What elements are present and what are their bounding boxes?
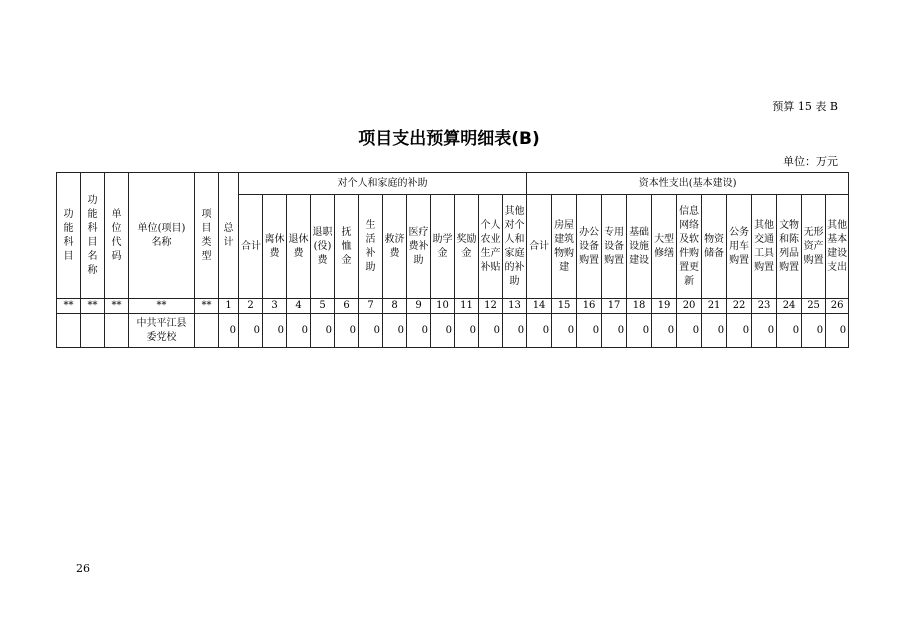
column-number: ** [105, 299, 129, 314]
page-number: 26 [76, 562, 90, 575]
col-capital-9: 其他交通工具购置 [752, 195, 777, 299]
col-personal-5: 生活补助 [359, 195, 383, 299]
column-number: ** [195, 299, 219, 314]
col-func-name: 功能科目名称 [81, 173, 105, 299]
cell-unit-code [105, 314, 129, 348]
cell-unit-name: 中共平江县委党校 [129, 314, 195, 348]
form-number: 预算 15 表 B [772, 100, 838, 113]
column-number: 17 [602, 299, 627, 314]
cell-value: 0 [577, 314, 602, 348]
col-total: 总计 [219, 173, 239, 299]
column-number: 1 [219, 299, 239, 314]
column-number: 24 [777, 299, 802, 314]
table-row [57, 314, 849, 348]
cell-value: 0 [263, 314, 287, 348]
column-number: 6 [335, 299, 359, 314]
col-personal-4: 抚恤金 [335, 195, 359, 299]
col-capital-sum: 合计 [527, 195, 552, 299]
group-header-row [57, 173, 849, 195]
cell-value: 0 [677, 314, 702, 348]
cell-value: 0 [802, 314, 826, 348]
col-personal-2: 退休费 [287, 195, 311, 299]
budget-table [56, 172, 849, 348]
column-number: 10 [431, 299, 455, 314]
column-number: 3 [263, 299, 287, 314]
col-personal-10: 个人农业生产补贴 [479, 195, 503, 299]
column-number: 26 [826, 299, 849, 314]
cell-value: 0 [359, 314, 383, 348]
cell-value: 0 [503, 314, 527, 348]
cell-value: 0 [702, 314, 727, 348]
cell-value: 0 [239, 314, 263, 348]
column-number: 11 [455, 299, 479, 314]
cell-value: 0 [219, 314, 239, 348]
col-capital-11: 无形资产购置 [802, 195, 826, 299]
col-capital-2: 办公设备购置 [577, 195, 602, 299]
column-number: ** [81, 299, 105, 314]
cell-value: 0 [383, 314, 407, 348]
col-capital-3: 专用设备购置 [602, 195, 627, 299]
cell-func-code [57, 314, 81, 348]
cell-value: 0 [627, 314, 652, 348]
col-capital-12: 其他基本建设支出 [826, 195, 849, 299]
unit-label: 单位：万元 [783, 155, 838, 168]
column-number: 20 [677, 299, 702, 314]
column-number: 25 [802, 299, 826, 314]
col-personal-3: 退职(役)费 [311, 195, 335, 299]
col-capital-1: 房屋建筑物购建 [552, 195, 577, 299]
cell-value: 0 [727, 314, 752, 348]
column-number: 23 [752, 299, 777, 314]
col-personal-6: 救济费 [383, 195, 407, 299]
col-capital-7: 物资储备 [702, 195, 727, 299]
group-capital: 资本性支出(基本建设) [527, 173, 849, 195]
cell-value: 0 [287, 314, 311, 348]
cell-value: 0 [777, 314, 802, 348]
col-personal-11: 其他对个人和家庭的补助 [503, 195, 527, 299]
cell-value: 0 [552, 314, 577, 348]
cell-value: 0 [527, 314, 552, 348]
cell-value: 0 [455, 314, 479, 348]
col-unit-code: 单位代码 [105, 173, 129, 299]
column-number: 15 [552, 299, 577, 314]
col-personal-8: 助学金 [431, 195, 455, 299]
col-personal-9: 奖励金 [455, 195, 479, 299]
cell-value: 0 [311, 314, 335, 348]
col-project-type: 项目类型 [195, 173, 219, 299]
cell-value: 0 [335, 314, 359, 348]
column-number: ** [57, 299, 81, 314]
column-number: 22 [727, 299, 752, 314]
cell-value: 0 [652, 314, 677, 348]
column-number: 2 [239, 299, 263, 314]
cell-value: 0 [602, 314, 627, 348]
col-capital-8: 公务用车购置 [727, 195, 752, 299]
col-capital-5: 大型修缮 [652, 195, 677, 299]
page-title: 项目支出预算明细表(B) [358, 129, 540, 149]
col-capital-4: 基础设施建设 [627, 195, 652, 299]
column-number: 12 [479, 299, 503, 314]
cell-func-name [81, 314, 105, 348]
col-unit-name: 单位(项目)名称 [129, 173, 195, 299]
column-number: 14 [527, 299, 552, 314]
col-func-code: 功能科目 [57, 173, 81, 299]
column-number: ** [129, 299, 195, 314]
column-number: 19 [652, 299, 677, 314]
col-capital-6: 信息网络及软件购置更新 [677, 195, 702, 299]
cell-value: 0 [407, 314, 431, 348]
column-number: 8 [383, 299, 407, 314]
cell-value: 0 [431, 314, 455, 348]
column-number: 4 [287, 299, 311, 314]
column-number: 7 [359, 299, 383, 314]
column-number-row [57, 299, 849, 314]
cell-value: 0 [752, 314, 777, 348]
col-personal-sum: 合计 [239, 195, 263, 299]
column-number: 9 [407, 299, 431, 314]
group-personal: 对个人和家庭的补助 [239, 173, 527, 195]
cell-project-type [195, 314, 219, 348]
column-number: 16 [577, 299, 602, 314]
column-number: 13 [503, 299, 527, 314]
col-personal-7: 医疗费补助 [407, 195, 431, 299]
cell-value: 0 [826, 314, 849, 348]
col-personal-1: 离休费 [263, 195, 287, 299]
column-number: 21 [702, 299, 727, 314]
column-number: 5 [311, 299, 335, 314]
column-number: 18 [627, 299, 652, 314]
cell-value: 0 [479, 314, 503, 348]
col-capital-10: 文物和陈列品购置 [777, 195, 802, 299]
